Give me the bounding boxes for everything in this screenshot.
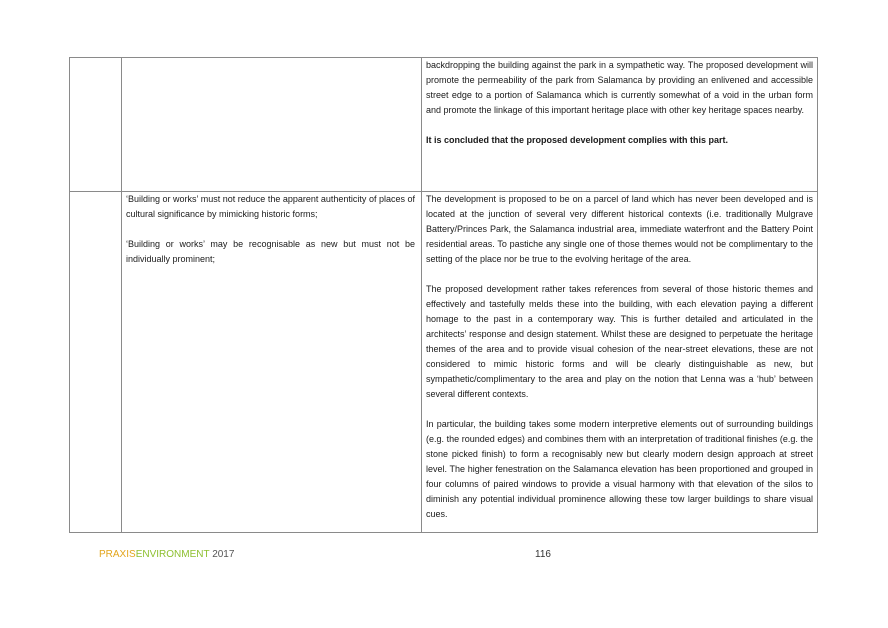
- row1-assessment-cell: [426, 58, 813, 148]
- column-divider-1: [121, 58, 122, 532]
- row1-conclusion: It is concluded that the proposed development complies with this part.: [426, 135, 729, 145]
- brand-environment: ENVIRONMENT: [135, 549, 210, 560]
- row2-assessment-paragraph-3: In particular, the building takes some modern interpretive elements out of surrounding buildings (e.g. the rounded edges) and combines them with an interpretation of traditional finishes (e.g. the stone picked finish) to form a recognisably new but clearly modern design approach at street level. The higher fenestration on the Salamanca elevation has been proportioned and grouped in four columns of paired windows to provide a visual harmony with that elevation of the silos to diminish any potential individual prominence allowing these tow larger buildings to share visual cues.: [426, 419, 813, 519]
- table-border-left: [69, 58, 70, 532]
- row2-assessment-cell: [426, 192, 813, 522]
- row2-assessment-paragraph-1: The development is proposed to be on a parcel of land which has never been developed and is located at the junction of several very different historical contexts (i.e. traditionally Mulgrave Battery/Princes Park, the Salamanca industrial area, immediate waterfront and the Battery Point residential areas. To pastiche any single one of those themes would not be complimentary to the setting of the place nor be true to the evolving heritage of the area.: [426, 194, 813, 264]
- row1-assessment-paragraph: backdropping the building against the park in a sympathetic way. The proposed development will promote the permeability of the park from Salamanca by providing an enlivened and accessible street edge to a portion of Salamanca which is currently somewhat of a void in the urban form and promote the linkage of this important heritage place with other key heritage spaces nearby.: [426, 60, 813, 115]
- assessment-table: [69, 57, 818, 533]
- row2-criterion-2: ‘Building or works’ may be recognisable as new but must not be individually prominent;: [126, 239, 415, 264]
- column-divider-2: [421, 58, 422, 532]
- row2-assessment-paragraph-2: The proposed development rather takes references from several of those historic themes and effectively and tastefully melds these into the building, with each elevation paying a different homage to the past in a contemporary way. This is further detailed and articulated in the architects’ response and design statement. Whilst these are designed to perpetuate the heritage themes of the area and to provide visual cohesion of the near-street elevations, these are not considered to mimic historic forms and will be clearly distinguishable as new, but sympathetic/complimentary to the area and play on the notion that Lenna was a ‘hub’ between several different contexts.: [426, 284, 813, 399]
- footer-brand: [99, 549, 234, 560]
- brand-praxis: PRAXIS: [99, 549, 136, 560]
- footer-year: 2017: [212, 549, 235, 560]
- page-number: 116: [535, 549, 551, 560]
- row2-criterion-1: ‘Building or works’ must not reduce the apparent authenticity of places of cultural significance by mimicking historic forms;: [126, 194, 415, 219]
- table-border-right: [817, 58, 818, 532]
- row2-criteria-cell: [126, 192, 415, 267]
